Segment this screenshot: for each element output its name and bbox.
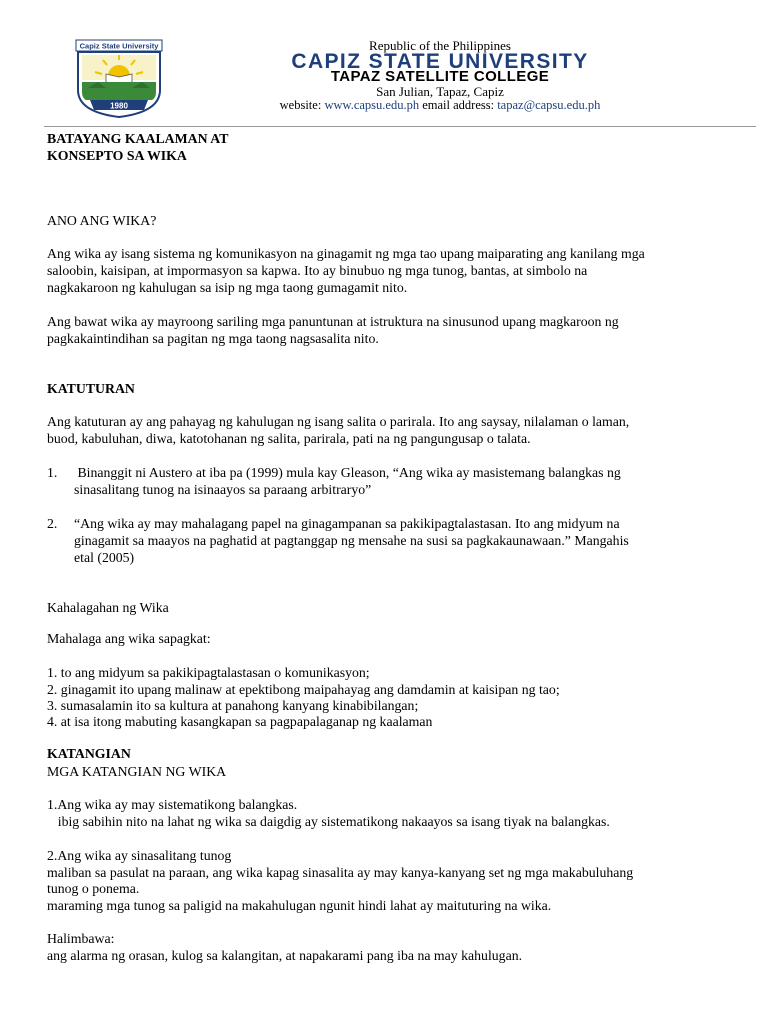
reason-item: 2. ginagamit ito upang malinaw at epektibong maipahayag ang damdamin at kaisipan ng tao; <box>47 682 560 697</box>
paragraph-line: nagkakaroon ng kahulugan sa isip ng mga taong gumagamit nito. <box>47 280 408 295</box>
paragraph-line: saloobin, kaisipan, at impormasyon sa kapwa. Ito ay binubuo ng mga tunog, bantas, at simbolo na <box>47 263 588 278</box>
definition-line: Binanggit ni Austero at iba pa (1999) mula kay Gleason, “Ang wika ay masistemang balangkas ng <box>74 465 621 480</box>
reason-item: 1. to ang midyum sa pakikipagtalastasan o komunikasyon; <box>47 665 370 680</box>
document-title-line-2: KONSEPTO SA WIKA <box>47 148 187 163</box>
email-label: email address: <box>422 98 495 112</box>
paragraph-line: buod, kabuluhan, diwa, katotohanan ng salita, parirala, pati na ng pangungusap o talata. <box>47 431 531 446</box>
website-link[interactable]: www.capsu.edu.ph <box>324 98 420 112</box>
reasons-intro: Mahalaga ang wika sapagkat: <box>47 631 211 646</box>
paragraph-line: Ang katuturan ay ang pahayag ng kahulugan ng isang salita o parirala. Ito ang saysay, nilalaman o laman, <box>47 414 630 429</box>
characteristic-line: tunog o ponema. <box>47 881 140 896</box>
characteristic-line: 2.Ang wika ay sinasalitang tunog <box>47 848 232 863</box>
example-text: ang alarma ng orasan, kulog sa kalangitan, at napakarami pang iba na may kahulugan. <box>47 948 523 963</box>
definition-line: “Ang wika ay may mahalagang papel na ginagampanan sa pakikipagtalastasan. Ito ang midyum na <box>74 516 620 531</box>
section-heading-katuturan: KATUTURAN <box>47 381 135 396</box>
email-link[interactable]: tapaz@capsu.edu.ph <box>497 98 601 112</box>
definition-line: etal (2005) <box>74 550 135 565</box>
college-name: TAPAZ SATELLITE COLLEGE <box>330 68 550 85</box>
section-heading-ano-ang-wika: ANO ANG WIKA? <box>47 213 157 228</box>
section-subheading-katangian: MGA KATANGIAN NG WIKA <box>47 764 227 779</box>
logo-year: 1980 <box>110 101 128 111</box>
characteristic-line: 1.Ang wika ay may sistematikong balangkas. <box>47 797 298 812</box>
definition-line: sinasalitang tunog na isinaayos sa paraang arbitraryo” <box>74 482 372 497</box>
paragraph-line: Ang wika ay isang sistema ng komunikasyon na ginagamit ng mga tao upang maiparating ang kanilang mga <box>47 246 645 261</box>
definition-line: ginagamit sa maayos na paghatid at pagtanggap ng mensahe na susi sa pagkakaunawaan.” Mangahis <box>74 533 629 548</box>
characteristic-line: maraming mga tunog sa paligid na makahulugan ngunit hindi lahat ay maituturing na wika. <box>47 898 552 913</box>
republic-line: Republic of the Philippines <box>369 38 511 53</box>
website-label: website: <box>279 98 322 112</box>
college-address: San Julian, Tapaz, Capiz <box>376 84 504 99</box>
characteristic-line: maliban sa pasulat na paraan, ang wika kapag sinasalita ay may kanya-kanyang set ng mga makabuluhang <box>47 865 634 880</box>
letterhead-divider <box>44 126 756 127</box>
reason-item: 4. at isa itong mabuting kasangkapan sa pagpapalaganap ng kaalaman <box>47 714 433 729</box>
contact-line <box>175 98 705 113</box>
section-heading-kahalagahan: Kahalagahan ng Wika <box>47 600 169 615</box>
university-name: CAPIZ STATE UNIVERSITY <box>291 50 589 73</box>
definition-number: 1. <box>47 465 58 480</box>
reason-item: 3. sumasalamin ito sa kultura at panahong kanyang kinabibilangan; <box>47 698 419 713</box>
document-title-line-1: BATAYANG KAALAMAN AT <box>47 131 229 146</box>
paragraph-line: Ang bawat wika ay mayroong sariling mga panuntunan at istruktura na sinusunod upang magkaroon ng <box>47 314 619 329</box>
section-heading-katangian: KATANGIAN <box>47 746 131 761</box>
logo-banner-text: Capiz State University <box>79 41 159 51</box>
definition-number: 2. <box>47 516 58 531</box>
characteristic-line: ibig sabihin nito na lahat ng wika sa daigdig ay sistematikong nakaayos sa isang tiyak na balangkas. <box>47 814 600 829</box>
university-logo <box>72 38 166 118</box>
example-heading: Halimbawa: <box>47 931 115 946</box>
paragraph-line: pagkakaintindihan sa pagitan ng mga taong nagsasalita nito. <box>47 331 379 346</box>
